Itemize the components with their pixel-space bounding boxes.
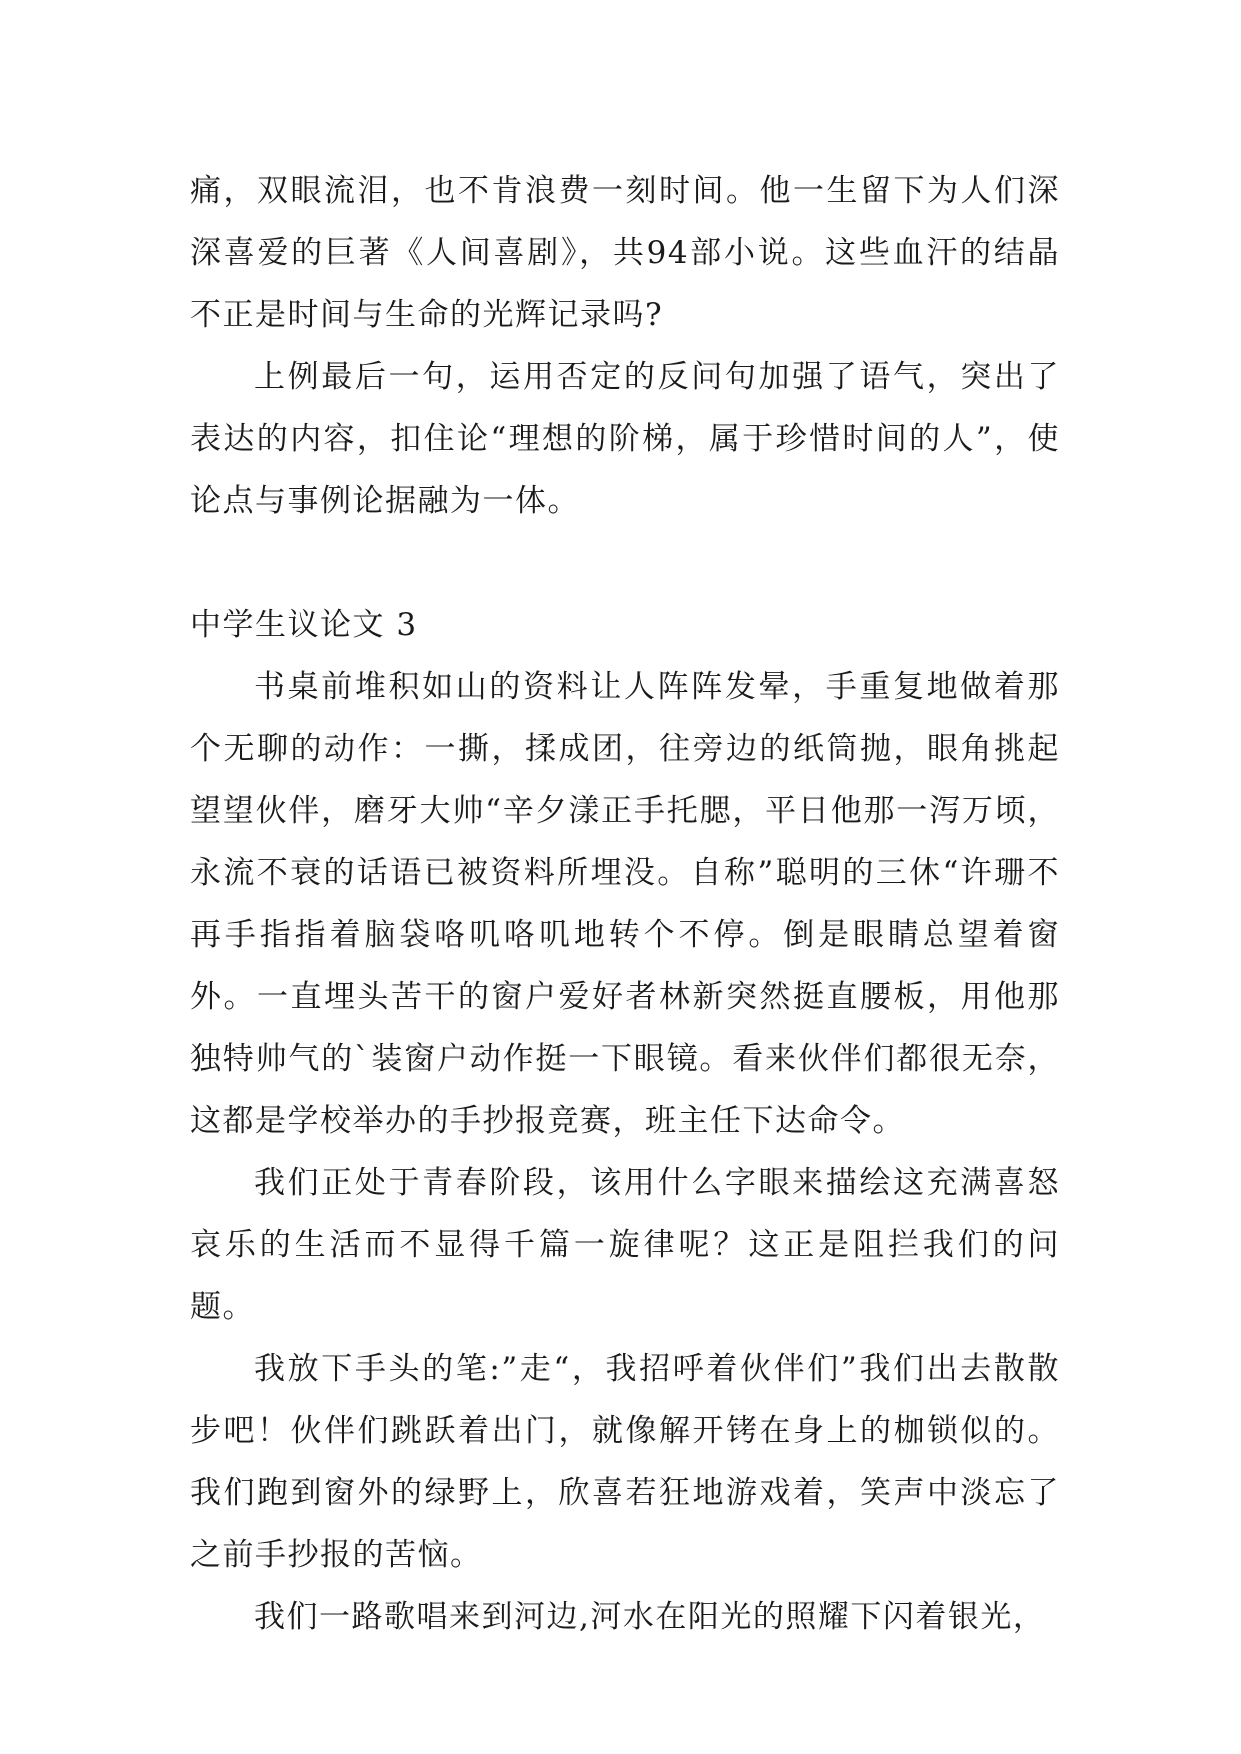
paragraph-commentary: 上例最后一句，运用否定的反问句加强了语气，突出了表达的内容，扣住论“理想的阶梯，属于珍惜时间的人”，使论点与事例论据融为一体。 xyxy=(190,359,1060,519)
section-spacer xyxy=(190,532,1060,594)
paragraph-essay-2: 我们正处于青春阶段，该用什么字眼来描绘这充满喜怒哀乐的生活而不显得千篇一旋律呢？这正是阻拦我们的问题。 xyxy=(190,1165,1060,1325)
paragraph-continuation: 痛，双眼流泪，也不肯浪费一刻时间。他一生留下为人们深深喜爱的巨著《人间喜剧》，共94部小说。这些血汗的结晶不正是时间与生命的光辉记录吗? xyxy=(190,173,1060,333)
paragraph-essay-4: 我们一路歌唱来到河边,河水在阳光的照耀下闪着银光， xyxy=(254,1599,1046,1635)
paragraph-essay-1: 书桌前堆积如山的资料让人阵阵发晕，手重复地做着那个无聊的动作：一撕，揉成团，往旁边的纸筒抛，眼角挑起望望伙伴，磨牙大帅“辛夕漾正手托腮，平日他那一泻万顷，永流不衰的话语已被资料所埋没。自称”聪明的三休“许珊不再手指指着脑袋咯叽咯叽地转个不停。倒是眼睛总望着窗外。一直埋头苦干的窗户爱好者林新突然挺直腰板，用他那独特帅气的`装窗户动作挺一下眼镜。看来伙伴们都很无奈，这都是学校举办的手抄报竞赛，班主任下达命令。 xyxy=(190,669,1060,1139)
section-title: 中学生议论文 3 xyxy=(190,607,418,643)
paragraph-essay-3: 我放下手头的笔:”走“，我招呼着伙伴们”我们出去散散步吧！伙伴们跳跃着出门，就像解开铐在身上的枷锁似的。我们跑到窗外的绿野上，欣喜若狂地游戏着，笑声中淡忘了之前手抄报的苦恼。 xyxy=(190,1351,1060,1573)
document-body xyxy=(190,160,1060,1648)
